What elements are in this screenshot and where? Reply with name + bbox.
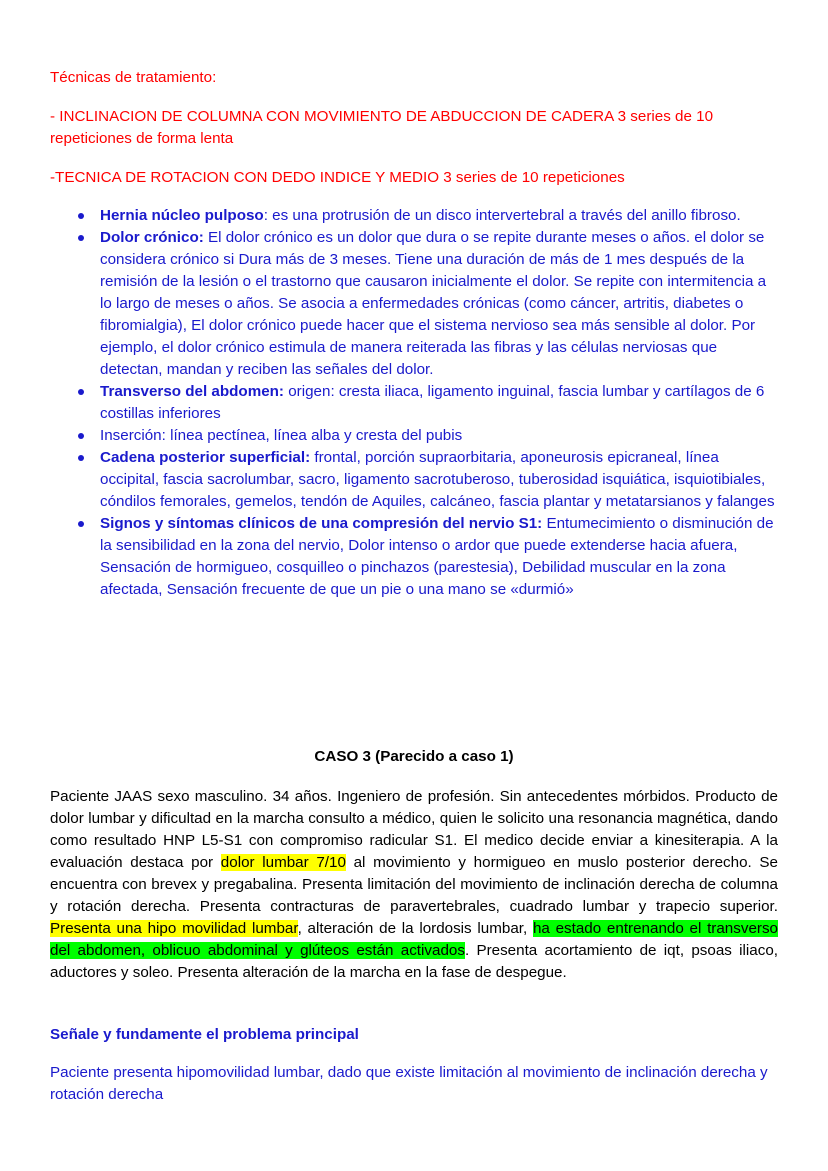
definition: Entumecimiento o disminución de la sensibilidad en la zona del nervio, Dolor intenso o ardor que puede extenderse hacia afuera, Sensación de hormigueo, cosquilleo o pinchazos (parestesia), Debilidad muscular en la zona afectada, Sensación frecuente de que un pie o una mano se «durmió» xyxy=(100,515,774,598)
case-title: CASO 3 (Parecido a caso 1) xyxy=(314,748,514,765)
list-item xyxy=(50,425,778,447)
case-text: , alteración de la lordosis lumbar, xyxy=(297,920,533,937)
list-item xyxy=(50,381,778,425)
technique-item: -TECNICA DE ROTACION CON DEDO INDICE Y MEDIO 3 series de 10 repeticiones xyxy=(50,169,625,186)
term: Hernia núcleo pulposo xyxy=(100,207,264,224)
case-text: al movimiento y hormigueo en muslo posterior derecho. Se encuentra con brevex y pregabalina. Presenta limitación del movimiento de inclinación derecha de columna y rotación derecha. Presenta contracturas de paravertebrales, cuadrado lumbar y trapecio superior. xyxy=(50,854,778,915)
list-item xyxy=(50,205,778,227)
highlight-yellow: Presenta una hipo movilidad lumbar xyxy=(50,920,298,937)
definitions-list xyxy=(50,205,778,601)
definition: Inserción: línea pectínea, línea alba y cresta del pubis xyxy=(100,427,463,444)
bullet-icon xyxy=(78,455,84,461)
question-title: Señale y fundamente el problema principal xyxy=(50,1026,359,1043)
techniques-title: Técnicas de tratamiento: xyxy=(50,69,217,86)
term: Transverso del abdomen: xyxy=(100,383,284,400)
list-item xyxy=(50,227,778,381)
list-item xyxy=(50,447,778,513)
definition: El dolor crónico es un dolor que dura o se repite durante meses o años. el dolor se considera crónico si Dura más de 3 meses. Tiene una duración de más de 1 mes después de la remisión de la lesión o el trastorno que causaron inicialmente el dolor. Se repite con intermitencia a lo largo de meses o años. Se asocia a enfermedades crónicas (como cáncer, artritis, diabetes o fibromialgia), El dolor crónico puede hacer que el sistema nervioso sea más sensible al dolor. Por ejemplo, el dolor crónico estimula de manera reiterada las fibras y las células nerviosas que detectan, mandan y reciben las señales del dolor. xyxy=(100,229,767,378)
bullet-icon xyxy=(78,433,84,439)
definition: origen: cresta iliaca, ligamento inguinal, fascia lumbar y cartílagos de 6 costillas inferiores xyxy=(100,383,765,422)
bullet-icon xyxy=(78,213,84,219)
highlight-yellow: dolor lumbar 7/10 xyxy=(220,854,346,871)
term: Cadena posterior superficial: xyxy=(100,449,311,466)
term: Dolor crónico: xyxy=(100,229,204,246)
question-answer: Paciente presenta hipomovilidad lumbar, dado que existe limitación al movimiento de inclinación derecha y rotación derecha xyxy=(50,1064,768,1103)
case-text: . Presenta acortamiento de iqt, psoas iliaco, aductores y soleo. Presenta alteración de la marcha en la fase de despegue. xyxy=(50,942,778,981)
technique-item: - INCLINACION DE COLUMNA CON MOVIMIENTO DE ABDUCCION DE CADERA 3 series de 10 repeticiones de forma lenta xyxy=(50,108,714,147)
definition: : es una protrusión de un disco intervertebral a través del anillo fibroso. xyxy=(263,207,741,224)
highlight-green: ha estado entrenando el transverso del abdomen, oblicuo abdominal y glúteos están activados xyxy=(50,920,778,959)
case-text: Paciente JAAS sexo masculino. 34 años. Ingeniero de profesión. Sin antecedentes mórbidos. Producto de dolor lumbar y dificultad en la marcha consulto a médico, quien le solicito una resonancia magnética, dando como resultado HNP L5-S1 con compromiso radicular S1. El medico decide enviar a kinesiterapia. A la evaluación destaca por xyxy=(50,788,778,871)
case-description xyxy=(50,786,778,984)
definition: frontal, porción supraorbitaria, aponeurosis epicraneal, línea occipital, fascia sacrolumbar, sacro, ligamento sacrotuberoso, tuberosidad isquiática, isquiotibiales, cóndilos femorales, gemelos, tendón de Aquiles, calcáneo, fascia plantar y metatarsianos y falanges xyxy=(100,449,775,510)
bullet-icon xyxy=(78,389,84,395)
bullet-icon xyxy=(78,235,84,241)
bullet-icon xyxy=(78,521,84,527)
term: Signos y síntomas clínicos de una compresión del nervio S1: xyxy=(100,515,543,532)
list-item xyxy=(50,513,778,601)
